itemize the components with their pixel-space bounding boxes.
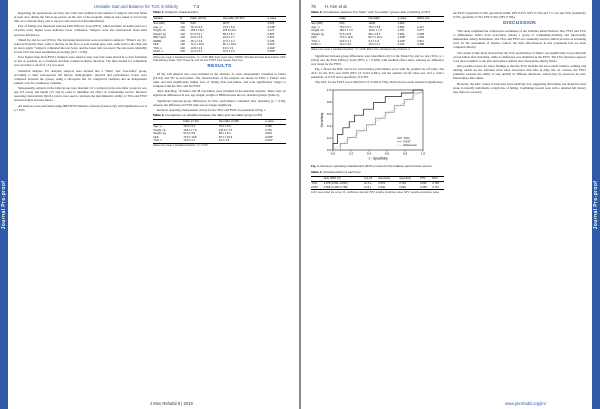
legend-label: FSST [403, 140, 411, 145]
table-row [153, 139, 286, 143]
running-header-right [311, 4, 348, 9]
footer-right-link[interactable]: www.jmrehabil.org/jmr [505, 401, 547, 406]
right-column-2 [453, 11, 586, 95]
table4 [311, 176, 444, 190]
paragraph: After matching, 19 fallers and 38 non-fallers were included in the matched analysis. There were no significant differences in sex, age, height, weight or BMI between the two matched groups (Table 2). [153, 89, 286, 98]
left-page [0, 0, 299, 409]
table-cell: 10.6 ± 2.7 [183, 139, 218, 143]
table1-caption: Table 1. Subjects' characteristics [153, 10, 199, 14]
column-header: Non-faller (N=107) [222, 16, 267, 21]
table-cell: 0.117 [417, 25, 424, 29]
table-cell: 1.000 [397, 22, 405, 26]
paragraph: Of the 128 subjects who were included in the analysis, 21 were subsequently classified as fallers (16.4%) and 107 as non-fallers. The characteristics of the subjects are shown in Table 1. Fallers were older and had significantly higher fear of falling than non-fallers, and took significantly longer to complete both the TUG and the FSST. [153, 71, 286, 88]
x-tick-label: 0.8 [402, 151, 408, 156]
column-header: p-value [397, 16, 417, 21]
y-tick-label: 0.6 [326, 112, 331, 117]
table-cell: 0.784 [432, 182, 439, 186]
discussion-intro: the FSST (sensitivity 0.526, specificity 0.684, PPV 0.455, NPV 0.743) and 7.3 s for the TUG (sensitivity 0.579, specificity 0.763, PPV 0.550, NPV 0.784). [453, 11, 586, 20]
header-volume: 7.3 [193, 4, 200, 9]
table-cell: 57.6 ± 8.8 [339, 32, 352, 36]
results-text [153, 72, 286, 112]
table4-note: AUC: area under the curve; CI: confidence interval; PPV: positive predictive value; NPV: negative predictive value. [311, 190, 440, 194]
table-cell: 12.4 ± 3.2 [190, 50, 222, 54]
column-header: p-value [265, 120, 286, 125]
table-cell: Age, yr [153, 25, 162, 29]
table-cell: 9.3 ± 1.9 [222, 46, 234, 50]
column-header: Non-faller (n=38) [218, 120, 264, 125]
column-header: Cut-off [364, 177, 378, 182]
table-cell: 0.136 [267, 39, 275, 43]
column-header: Variable [153, 16, 180, 21]
table-cell: BMI, kg/m² [153, 36, 167, 40]
paragraph: Timed Up and Go test (TUG). The following instructions were provided to subjects: "When I say 'go', stand up from the chair, walk to the line on the floor at your normal pace, turn, walk back to the chair and sit down again." Subjects completed the test twice, and the faster trial was used. The test-retest reliability for the TUG has been established previously (ICC = 0.99). [14, 37, 147, 55]
journal-preproof-strip-right [592, 0, 600, 409]
figure1-caption: Fig. 1. Receiver operating characteristic (ROC) curves for the balance performance scores. [311, 164, 433, 169]
table-row [311, 43, 444, 47]
x-tick-label: 0.0 [330, 151, 336, 156]
table-cell: 84.7 ± 16.9 [218, 135, 233, 139]
table-cell: FSST [311, 186, 323, 190]
table-cell: FES [311, 36, 317, 40]
table-cell: 0.077 [417, 29, 425, 33]
table-cell: 128 [180, 25, 185, 29]
table-cell: TUG, s [311, 39, 320, 43]
paragraph: Subsequently, subjects in the faller group were matched 1:2 to subjects in the non-faller group for sex, age (±3 years) and height (±5 cm) in order to minimize the effect of confounding factors. Receiver operating characteristic (ROC) curves were used to evaluate the discriminative ability of TUG and FSST between fallers and non-fallers. [14, 86, 147, 103]
table-cell: 9.2 ± 1.8 [218, 139, 264, 143]
table-cell: 153.4 ± 7.9 [183, 128, 197, 132]
table-cell: 75.9 ± 6.1 [183, 125, 196, 129]
header-page-number: 78 [311, 4, 316, 9]
table-cell: 58.1 ± 8.4 [218, 132, 231, 136]
y-tick-label: 0.8 [326, 100, 331, 105]
table-cell: TUG, s [153, 46, 162, 50]
paragraph: Fig. 1 shows the ROC curves for each balance performance score with the optimal cut-off value. The AUC for the TUG was 0.676 (95% CI: 0.521–0.831), and the optimal cut-off value was 10.3 s, with a sensitivity of 0.579 and a specificity of 0.763. [311, 66, 444, 80]
table-cell: 11.5 s [364, 186, 378, 190]
table2 [153, 119, 286, 144]
table-cell: 5/14 [339, 22, 345, 26]
table-cell: 75.2 ± 5.8 [368, 25, 381, 29]
table-cell: 86.1 ± 16.0 [222, 43, 237, 47]
table-cell: 0.684 [399, 186, 420, 190]
column-header: Effect size [417, 16, 444, 21]
footer-left: J Mov Rehabil 9 | 2019 [150, 401, 193, 406]
y-tick-label: 0.4 [326, 124, 331, 129]
results-text-continued [311, 54, 444, 85]
table-cell: 0.024* [265, 139, 286, 143]
table1-note: Values are mean ± standard deviation. *p < 0.05. BMI: body mass index; MMSE: Mini-Mental State Examination; FES: Falls Efficacy Scale; TUG: Timed Up and Go test; FSST: Four Square Step Test. [153, 55, 286, 62]
methods-text [14, 11, 147, 112]
x-axis-label: 1 - Specificity [368, 156, 388, 161]
table-cell: 72.2 ± 20.6 [190, 43, 204, 47]
paragraph: The AUC for the FSST was 0.598 (95% CI: 0.438–0.758), which did not reach statistical significance. [315, 80, 444, 85]
table4-caption: Table 4. Characteristics of each test [311, 170, 361, 175]
table-cell: 154.0 ± 7.6 [368, 29, 382, 33]
legend-label: Reference [403, 143, 417, 148]
table-cell: 24.6 ± 2.9 [190, 36, 203, 40]
column-header: Sensitivity [378, 177, 399, 182]
table-cell: 128 [180, 43, 185, 47]
column-header: Faller (n=19) [183, 120, 218, 125]
table-cell: 0.680 [265, 125, 272, 129]
table-cell: FSST, s [153, 50, 180, 54]
table-cell: Sex (M/F) [311, 22, 323, 26]
column-header: Specificity [399, 177, 420, 182]
paragraph: Significant between-group differences in TUG performance remained after matching (p < 0.05), whereas the difference in FSST time was no longer significant. [153, 98, 286, 107]
x-tick-label: 0.6 [384, 151, 390, 156]
table-cell: 0.004* [267, 46, 276, 50]
table2-note: Values are mean ± standard deviation. *p < 0.05. [153, 144, 209, 148]
table-cell: 0.676 (0.521–0.831) [323, 182, 348, 186]
table-cell: Weight, kg [153, 132, 166, 136]
column-header: NPV [432, 177, 444, 182]
journal-preproof-label: Journal Pre-proof [1, 180, 7, 229]
table-cell: 0.781 [265, 128, 272, 132]
table-cell: - [417, 22, 419, 26]
table-cell: 73.5 ± 19.8 [339, 36, 353, 40]
table-cell: 0.803 [267, 32, 275, 36]
table-cell: 0.526 [378, 186, 399, 190]
discussion-text [453, 29, 586, 94]
table-cell: 12.0 ± 3.0 [339, 43, 368, 47]
table-cell: 128 [180, 46, 185, 50]
table-cell: 128 [180, 50, 190, 54]
table-cell: 84.7 ± 16.9 [368, 36, 382, 40]
table-cell: 0.763 [399, 182, 406, 186]
table-cell: 76.4 ± 6.9 [190, 25, 203, 29]
table-cell: 0.834 [397, 32, 405, 36]
table1 [153, 16, 286, 55]
x-tick-label: 1.0 [420, 151, 426, 156]
journal-preproof-strip-left [0, 0, 8, 409]
left-column-1 [14, 11, 147, 113]
table-cell: Height, cm [153, 128, 167, 132]
table-cell: Height, cm [153, 29, 167, 33]
table-cell: 58.1 ± 8.4 [368, 32, 381, 36]
table-cell: 9.2 ± 1.8 [368, 39, 379, 43]
table-cell: 10.6 ± 2.7 [339, 39, 352, 43]
table-cell: TUG [311, 182, 317, 186]
table-cell: Height, cm [311, 29, 325, 33]
table-cell: 10.3 s [364, 182, 372, 186]
table-cell: 0.834 [265, 132, 272, 136]
table-cell: Weight, kg [153, 32, 166, 36]
right-column-1 [311, 11, 444, 196]
column-header: PPV [420, 177, 432, 182]
header-authors: H. Kim et al. [324, 4, 348, 9]
paragraph: One possible reason for these findings is that the TUG includes the sit-to-stand transfer, walking and turning, which are the activities most often associated with falls in daily life. In contrast, the FSST primarily assesses the ability to step quickly in different directions, which may be preserved in well-functioning older adults. [453, 64, 586, 81]
table-cell: FES [153, 43, 159, 47]
header-journal-title: Unstable Gait and Balance for TUG in Elderly [94, 4, 179, 9]
paragraph: The results of this study showed that the TUG performance of fallers was significantly worse than that of non-fallers after matching, while no difference was identified in the FSST. The TUG therefore appears to be more sensitive to the gait and balance deficits that characterise elderly fallers. [453, 50, 586, 63]
table-cell: 24.0 ± 2.7 [222, 36, 235, 40]
roc-chart-svg [311, 86, 444, 164]
table-cell: 0.028* [397, 36, 406, 40]
table-cell: FSST, s [311, 43, 339, 47]
table-cell: 0.550 [420, 182, 427, 186]
table-row [311, 186, 444, 190]
table-cell: 0.058 [417, 32, 425, 36]
table-cell: 0.598 (0.438–0.758) [323, 186, 363, 190]
table-cell: 155.8 ± 8.0 [222, 29, 237, 33]
table-cell: 0.609 [417, 36, 425, 40]
paragraph: This study examined the comparative usefulness of the Unstable Retest Balance Test, FSST and TUG to differentiate fallers from non-fallers among a group of community-dwelling and functionally independent elderly individuals. The TUG and FSST are commonly used in clinical practice as screening tools for the assessment of balance control, but their effectiveness in this population had not been compared directly. [453, 29, 586, 50]
table-cell: 0.680 [397, 25, 405, 29]
paragraph: Four Square Step Test (FSST). Subjects were asked to step over four canes placed in a cross formation as fast as possible, in a clockwise and then counterclockwise direction. The time needed for completion was recorded; a cutoff of 15 s was used. [14, 55, 147, 68]
table-cell: 0.611 [417, 39, 424, 43]
journal-preproof-label: Journal Pre-proof [593, 180, 599, 229]
table-cell: 57.6 ± 8.8 [183, 132, 196, 136]
table-cell: 128 [180, 32, 185, 36]
table-cell: 0.386 [417, 43, 444, 47]
table3-note: Values are mean ± standard deviation. *p < 0.05. Effect size calculated using Cohen's d. [311, 48, 411, 52]
table-cell: 0.362 [267, 36, 275, 40]
table-cell: 128 [180, 39, 185, 43]
table-cell: 27.0 ± 2.4 [222, 39, 235, 43]
table-cell: 0.579 [378, 182, 386, 186]
table-cell: 30/77 [222, 22, 230, 26]
table-cell: 0.781 [397, 29, 405, 33]
column-header: Faller [339, 16, 368, 21]
table-cell: 10.5 ± 2.6 [222, 50, 267, 54]
table-cell: MMSE [153, 39, 162, 43]
y-tick-label: 0.0 [326, 148, 331, 153]
table-cell: 10/28 [368, 22, 376, 26]
right-page [301, 0, 600, 409]
table-cell: TUG, s [153, 139, 183, 143]
table-cell: 73.5 ± 19.8 [183, 135, 197, 139]
table-cell: 0.024* [397, 39, 406, 43]
table-cell: 0.743 [432, 186, 444, 190]
table-cell: 5/16 [190, 22, 196, 26]
column-header: Faller (N=21) [190, 16, 222, 21]
y-axis-label: Sensitivity [320, 113, 324, 128]
table-cell: Age, yr [311, 25, 320, 29]
table-cell: 128 [180, 36, 185, 40]
running-header-left [94, 4, 199, 9]
legend-label: TUG [403, 136, 410, 141]
left-column-2 [153, 11, 286, 150]
table-cell: 75.2 ± 5.8 [218, 125, 231, 129]
paragraph: Fear of falling was measured with the Falls Efficacy Scale (FES), which includes 10 items rated on a 10-point scale; higher score indicates lower confidence. Subjects were also interviewed about their previous fall history. [14, 24, 147, 37]
table-cell: 153.4 ± 7.9 [339, 29, 353, 33]
table-cell: 0.455 [420, 186, 432, 190]
table-cell: 0.001* [267, 43, 276, 47]
table-cell: FES [153, 135, 159, 139]
table-cell: 0.162 [397, 43, 417, 47]
y-tick-label: 0.2 [326, 136, 331, 141]
table-cell: 73.5 ± 5.8 [222, 25, 235, 29]
column-header: N [180, 16, 190, 21]
table-cell: Sex (M/F) [153, 22, 165, 26]
table-row [153, 50, 286, 54]
x-tick-label: 0.2 [348, 151, 354, 156]
table-cell: 58.4 ± 8.7 [222, 32, 235, 36]
table-cell: 0.172 [267, 29, 275, 33]
table-cell: 0.049* [267, 25, 276, 29]
table2-caption: Table 2. Comparison of variables between the faller and non-faller group (n=57) [153, 113, 263, 118]
discussion-heading: DISCUSSION [503, 21, 536, 27]
paragraph: All analyses were performed using IBM SPSS Statistics software (version 24), with significance set at p < 0.05. [14, 103, 147, 112]
table-cell: 153.1 ± 8.2 [190, 29, 204, 33]
table-cell: Age, yr [153, 125, 162, 129]
paragraph: Statistical analysis. For analysis, subjects were divided into a "faller" and "non-faller" group, according to their self-reported fall history. Demographic, physical and performance scores were compared between the groups, using a chi-square test for categorical variables and an independent sample t-test for continuous variables. [14, 68, 147, 85]
paragraph: Significant between-group differences were identified only for the Timed Up and Go test (TUG; p = 0.024) and the Falls Efficacy Scale (FES; p = 0.028), with medium effect sizes, whereas no difference was found for the FSST. [311, 53, 444, 66]
y-tick-label: 1.0 [326, 88, 331, 93]
table-cell: 10.9 ± 2.7 [368, 43, 397, 47]
x-tick-label: 0.4 [366, 151, 372, 156]
table-cell: 128 [180, 29, 185, 33]
table-cell: 154.0 ± 7.6 [218, 128, 233, 132]
paragraph: Regarding the spontaneous recovery rate, falls were defined as the number of subjects who had fallen at least once during the follow-up period. At the start of the program, subjects were asked to record any falls on a calendar diary, and to report to the research team immediately. [14, 11, 147, 24]
table-cell: 0.626 [267, 22, 275, 26]
table-cell: 75.9 ± 6.1 [339, 25, 352, 29]
table3 [311, 16, 444, 48]
results-heading: RESULTS [207, 63, 232, 69]
table-cell: 0.005* [267, 50, 286, 54]
table-cell: Weight, kg [311, 32, 324, 36]
column-header: p-value [267, 16, 286, 21]
table-cell: 26.1 ± 2.9 [190, 39, 203, 43]
paragraph: However, the AUC values of both tests were relatively low, suggesting that neither test should be used alone to identify individuals at high risk of falling. Combining several tests with a detailed fall history may improve accuracy. [453, 81, 586, 94]
column-header: AUC (95% CI) [323, 177, 363, 182]
table-cell: 128 [180, 22, 185, 26]
paragraph: Receiver operating characteristic curves for the TUG and FSST are presented in Fig. 1. [157, 108, 267, 112]
table-cell: 57.9 ± 9.1 [190, 32, 203, 36]
figure1-roc-chart [311, 86, 444, 164]
column-header: Non-faller [368, 16, 397, 21]
table-cell: 0.028* [265, 135, 273, 139]
table3-caption: Table 3. Comparison between the "faller" and "non-faller" groups after matching (n=57) [311, 10, 430, 14]
table-cell: 10.8 ± 2.9 [190, 46, 203, 50]
